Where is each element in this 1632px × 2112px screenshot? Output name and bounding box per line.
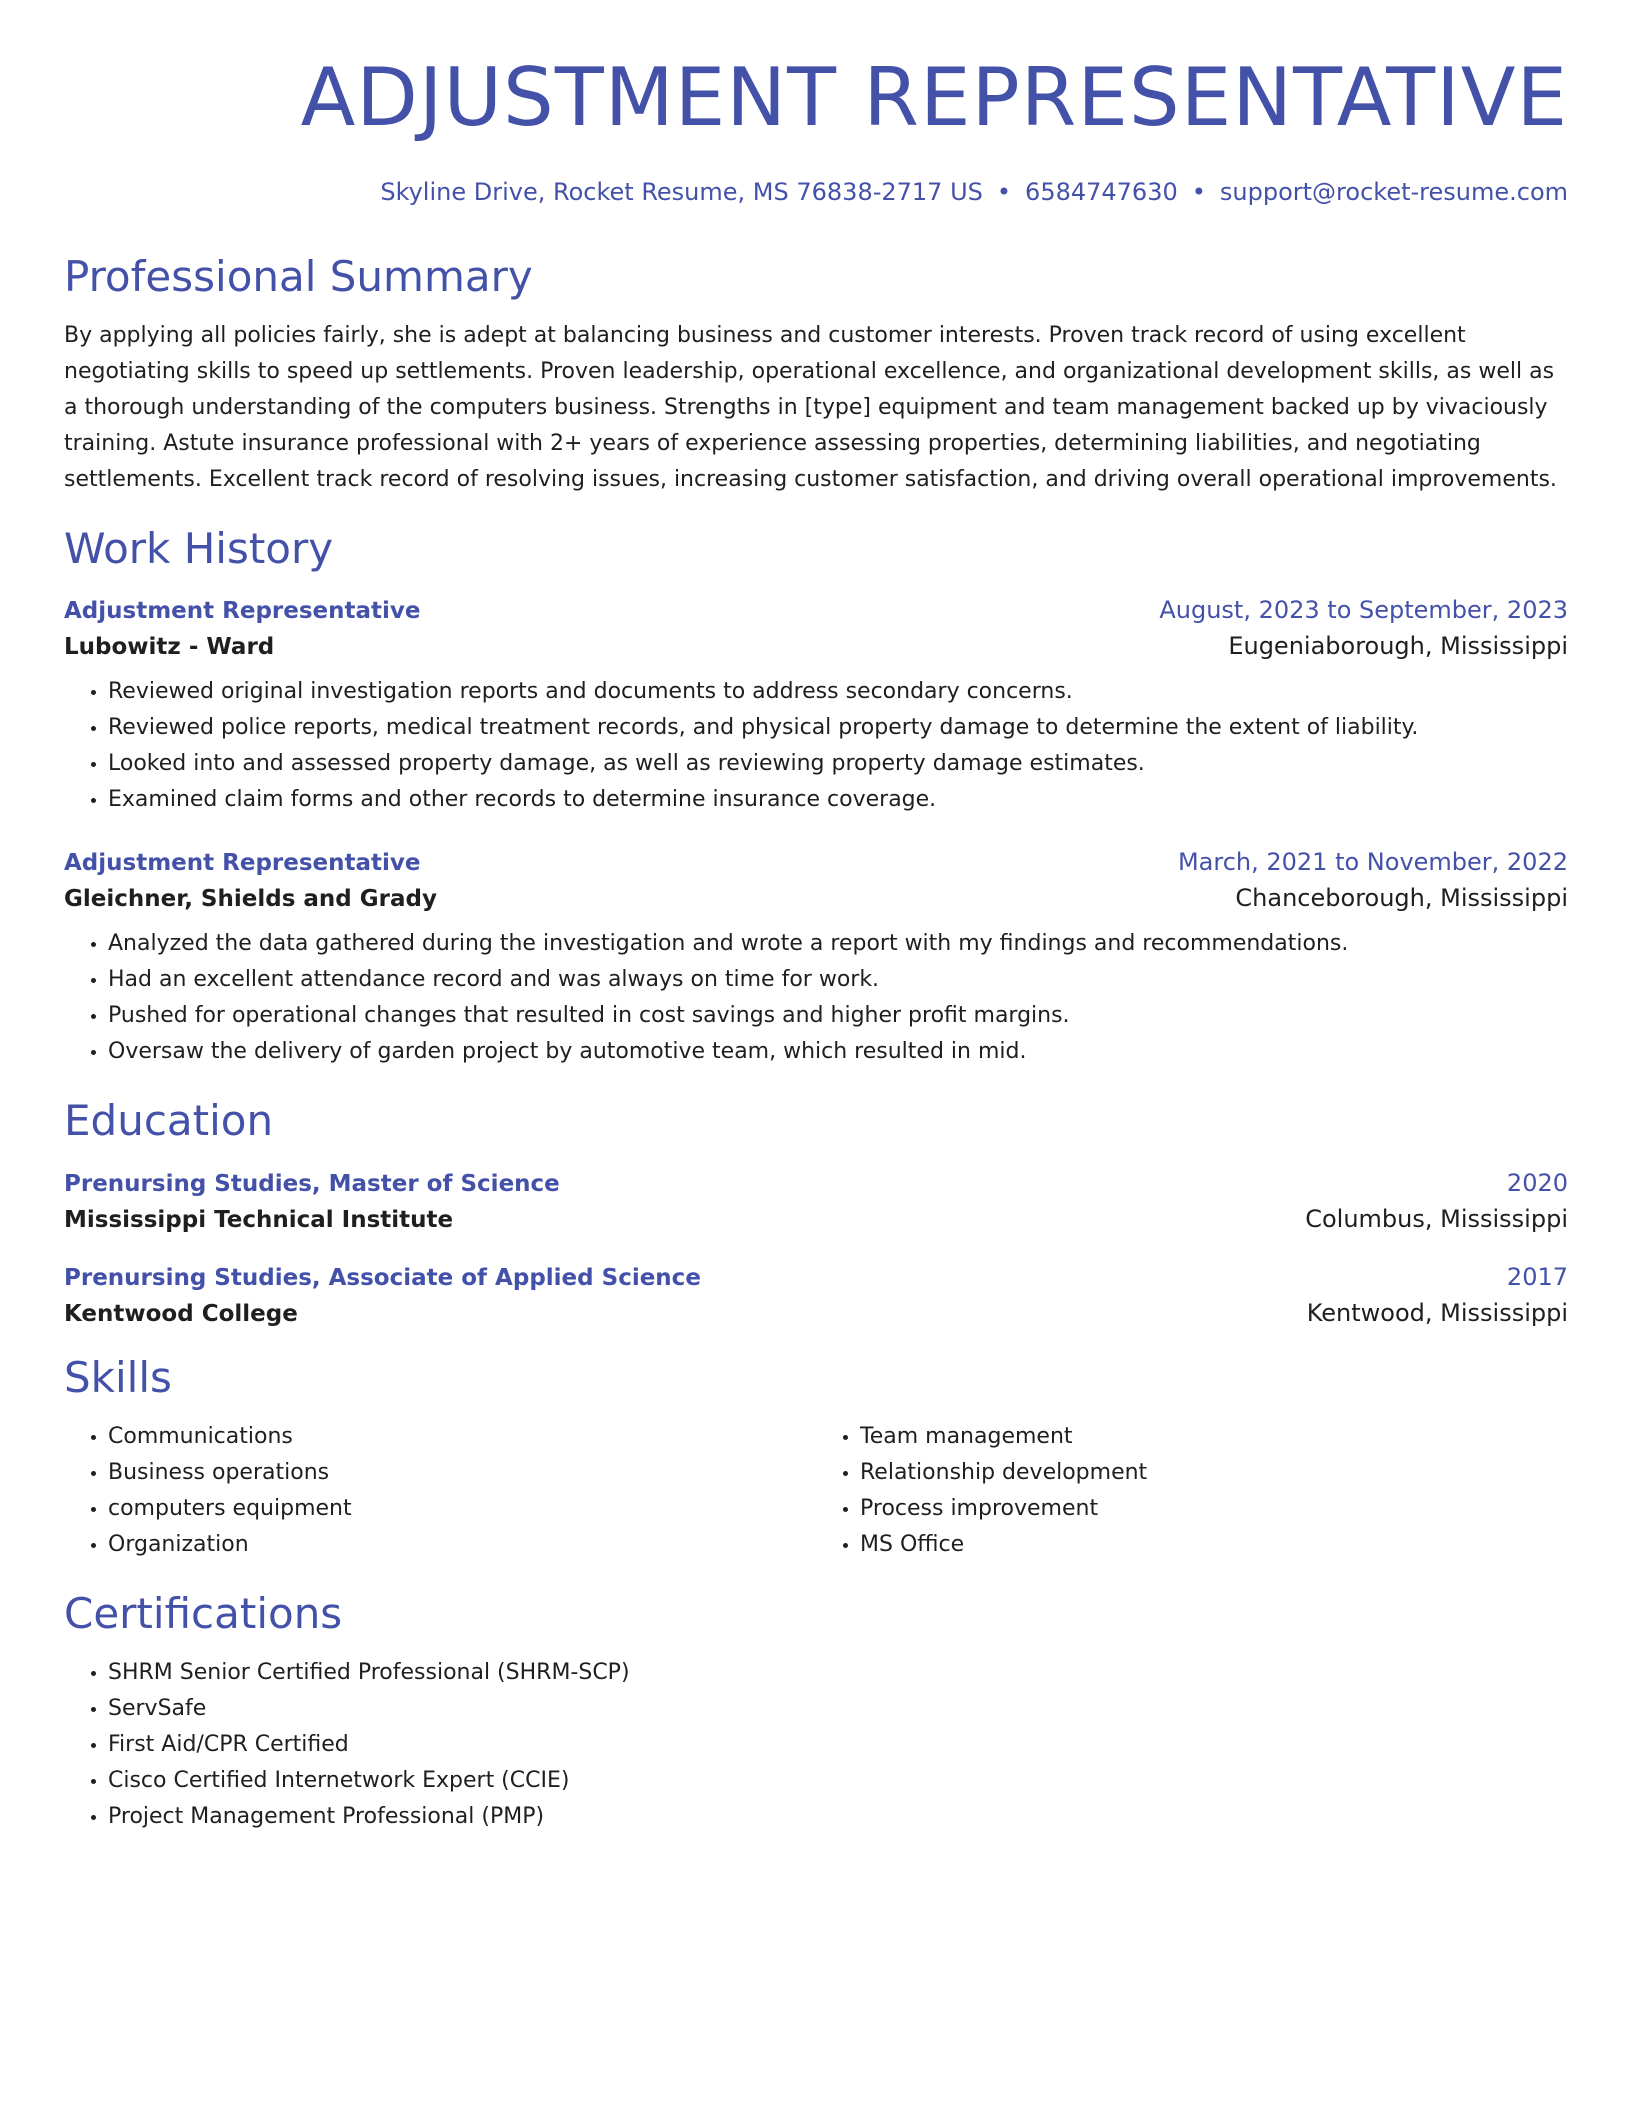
job-bullet: • Looked into and assessed property damage, as well as reviewing property damage estimates. (108, 746, 1568, 782)
skill-item: • Team management (860, 1419, 1568, 1455)
education-school-row (64, 1299, 1568, 1327)
job-company-row (64, 632, 1568, 660)
job-bullet: • Reviewed police reports, medical treatment records, and physical property damage to determine the extent of liability. (108, 710, 1568, 746)
work-history-section (64, 526, 1568, 1070)
job-location: Eugeniaborough, Mississippi (1228, 632, 1568, 661)
education-entry (64, 1169, 1568, 1233)
education-year: 2017 (1506, 1262, 1568, 1291)
section-heading-summary: Professional Summary (64, 252, 533, 301)
skill-item: • Business operations (108, 1455, 816, 1491)
skills-section (64, 1352, 1568, 1563)
summary-text: By applying all policies fairly, she is adept at balancing business and customer interests. Proven track record of using excellent negotiating skills to speed up settlements. Proven leadership, operational excellence, and organizational development skills, as well as a thorough understanding of the computers business. Strengths in [type] equipment and team management backed up by vivaciously training. Astute insurance professional with 2+ years of experience assessing properties, determining liabilities, and negotiating settlements. Excellent track record of resolving issues, increasing customer satisfaction, and driving overall operational improvements. (64, 323, 1557, 493)
job-bullet: • Reviewed original investigation reports and documents to address secondary concerns. (108, 674, 1568, 710)
job-bullet: • Had an excellent attendance record and was always on time for work. (108, 962, 1568, 998)
certification-item: • ServSafe (108, 1691, 1568, 1727)
section-heading-certifications: Certifications (64, 1588, 343, 1638)
job-entry (64, 848, 1568, 1070)
certifications-section (64, 1588, 1568, 1835)
job-company-row (64, 884, 1568, 912)
job-entry (64, 596, 1568, 818)
contact-address: Skyline Drive, Rocket Resume, MS 76838-2717 US (380, 178, 983, 206)
skill-item: • MS Office (860, 1527, 1568, 1563)
education-school: Mississippi Technical Institute (64, 1206, 454, 1233)
candidate-name: ADJUSTMENT REPRESENTATIVE (300, 51, 1568, 144)
skill-item: • Organization (108, 1527, 816, 1563)
job-bullet: • Pushed for operational changes that resulted in cost savings and higher profit margins. (108, 998, 1568, 1034)
job-bullet: • Examined claim forms and other records to determine insurance coverage. (108, 782, 1568, 818)
skills-list-right (816, 1419, 1568, 1563)
certification-item: • Cisco Certified Internetwork Expert (CCIE) (108, 1763, 1568, 1799)
job-dates: August, 2023 to September, 2023 (1159, 596, 1568, 625)
job-title: Adjustment Representative (64, 850, 421, 877)
skill-item: • Communications (108, 1419, 816, 1455)
job-company: Gleichner, Shields and Grady (64, 886, 437, 913)
education-degree: Prenursing Studies, Master of Science (64, 1170, 560, 1197)
skills-grid (64, 1419, 1568, 1563)
job-dates: March, 2021 to November, 2022 (1177, 848, 1568, 877)
contact-line (64, 178, 1568, 206)
education-degree: Prenursing Studies, Associate of Applied Science (64, 1264, 701, 1291)
education-school-row (64, 1205, 1568, 1233)
certification-item: • Project Management Professional (PMP) (108, 1799, 1568, 1835)
contact-separator: • (1191, 178, 1206, 206)
job-bullet: • Analyzed the data gathered during the investigation and wrote a report with my findings and recommendations. (108, 926, 1568, 962)
education-location: Columbus, Mississippi (1305, 1204, 1568, 1233)
job-company: Lubowitz - Ward (64, 634, 275, 661)
job-bullets (64, 674, 1568, 818)
job-bullets (64, 926, 1568, 1070)
skill-item: • computers equipment (108, 1491, 816, 1527)
skill-item: • Relationship development (860, 1455, 1568, 1491)
education-degree-row (64, 1263, 1568, 1291)
skill-item: • Process improvement (860, 1491, 1568, 1527)
education-section (64, 1098, 1568, 1326)
job-header-row (64, 596, 1568, 624)
section-heading-education: Education (64, 1096, 274, 1146)
contact-separator: • (996, 178, 1012, 206)
education-location: Kentwood, Mississippi (1306, 1298, 1568, 1327)
education-school: Kentwood College (64, 1300, 298, 1327)
certification-item: • First Aid/CPR Certified (108, 1727, 1568, 1763)
section-heading-work-history: Work History (64, 524, 334, 574)
summary-section (64, 254, 1568, 498)
job-header-row (64, 848, 1568, 876)
education-entry (64, 1263, 1568, 1327)
certification-item: • SHRM Senior Certified Professional (SHRM-SCP) (108, 1655, 1568, 1691)
contact-email[interactable]: support@rocket-resume.com (1219, 178, 1568, 206)
job-bullet: • Oversaw the delivery of garden project by automotive team, which resulted in mid. (108, 1034, 1568, 1070)
contact-phone: 6584747630 (1025, 178, 1178, 206)
section-heading-skills: Skills (64, 1352, 172, 1402)
education-degree-row (64, 1169, 1568, 1197)
skills-list-left (64, 1419, 816, 1563)
education-year: 2020 (1506, 1168, 1568, 1197)
job-title: Adjustment Representative (64, 598, 421, 625)
job-location: Chanceborough, Mississippi (1235, 884, 1568, 913)
certifications-list (64, 1655, 1568, 1835)
